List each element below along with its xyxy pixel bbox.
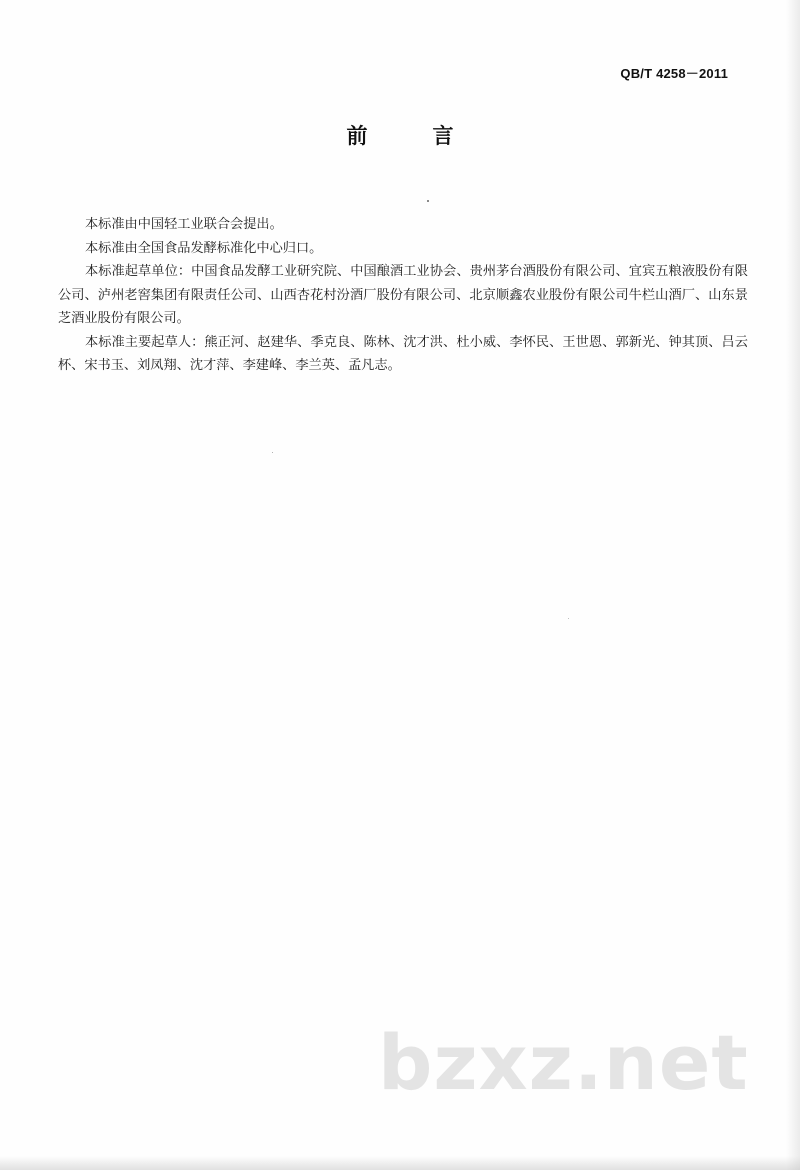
scan-speck	[427, 200, 429, 202]
foreword-body	[58, 213, 748, 378]
page-title: 前 言	[346, 124, 476, 148]
page-edge-shadow	[786, 0, 800, 1170]
page-bottom-edge	[0, 1156, 800, 1170]
paragraph-drafting-units: 本标准起草单位：中国食品发酵工业研究院、中国酿酒工业协会、贵州茅台酒股份有限公司、宜宾五粮液股份有限公司、泸州老窖集团有限责任公司、山西杏花村汾酒厂股份有限公司、北京顺鑫农业股份有限公司牛栏山酒厂、山东景芝酒业股份有限公司。	[58, 264, 748, 326]
standard-number: QB/T 4258－2011	[620, 66, 728, 81]
scan-speck	[272, 452, 273, 453]
paragraph-drafters: 本标准主要起草人：熊正河、赵建华、季克良、陈林、沈才洪、杜小威、李怀民、王世恩、郭新光、钟其顶、吕云杯、宋书玉、刘凤翔、沈才萍、李建峰、李兰英、孟凡志。	[58, 334, 748, 373]
scan-speck	[568, 618, 569, 619]
site-watermark: bzxz.net	[378, 1018, 749, 1107]
paragraph-administrator: 本标准由全国食品发酵标准化中心归口。	[85, 240, 323, 256]
paragraph-proposer: 本标准由中国轻工业联合会提出。	[85, 217, 283, 232]
